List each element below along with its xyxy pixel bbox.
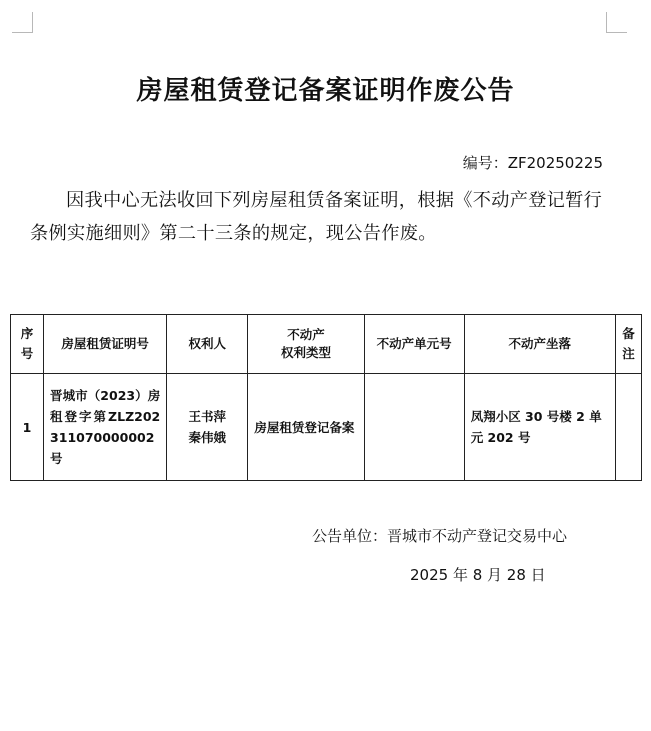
header-right-type: [248, 315, 364, 374]
header-location: 不动产坐落: [464, 315, 615, 374]
header-right-type-line1: 不动产: [287, 327, 325, 342]
cell-unit-no: [364, 374, 464, 481]
cell-holder: [167, 374, 248, 481]
document-number: 编号：ZF20250225: [462, 154, 603, 172]
cell-holder-name-2: 秦伟娥: [188, 430, 227, 445]
page-corner-mark-top-left: [12, 12, 33, 33]
cell-location: 凤翔小区 30 号楼 2 单元 202 号: [464, 374, 615, 481]
cell-note: [615, 374, 641, 481]
cell-cert-no: 晋城市（2023）房租登字第ZLZ202311070000002号: [44, 374, 167, 481]
issue-date: 2025 年 8 月 28 日: [410, 566, 546, 584]
table-row: [11, 374, 642, 481]
header-note: 备注: [615, 315, 641, 374]
table-header-row: [11, 315, 642, 374]
issuing-organization: 公告单位：晋城市不动产登记交易中心: [312, 527, 568, 545]
header-unit-no: 不动产单元号: [364, 315, 464, 374]
header-seq: 序号: [11, 315, 44, 374]
cell-seq: 1: [11, 374, 44, 481]
header-cert-no: 房屋租赁证明号: [44, 315, 167, 374]
notice-body-paragraph: 因我中心无法收回下列房屋租赁备案证明，根据《不动产登记暂行条例实施细则》第二十三条的规定，现公告作废。: [30, 190, 603, 244]
header-holder: 权利人: [167, 315, 248, 374]
cell-right-type: 房屋租赁登记备案: [248, 374, 364, 481]
header-right-type-line2: 权利类型: [280, 345, 331, 360]
cell-holder-name-1: 王书萍: [188, 409, 227, 424]
document-title: 房屋租赁登记备案证明作废公告: [136, 76, 515, 106]
page-corner-mark-top-right: [606, 12, 627, 33]
voided-certificate-table: [10, 314, 642, 481]
